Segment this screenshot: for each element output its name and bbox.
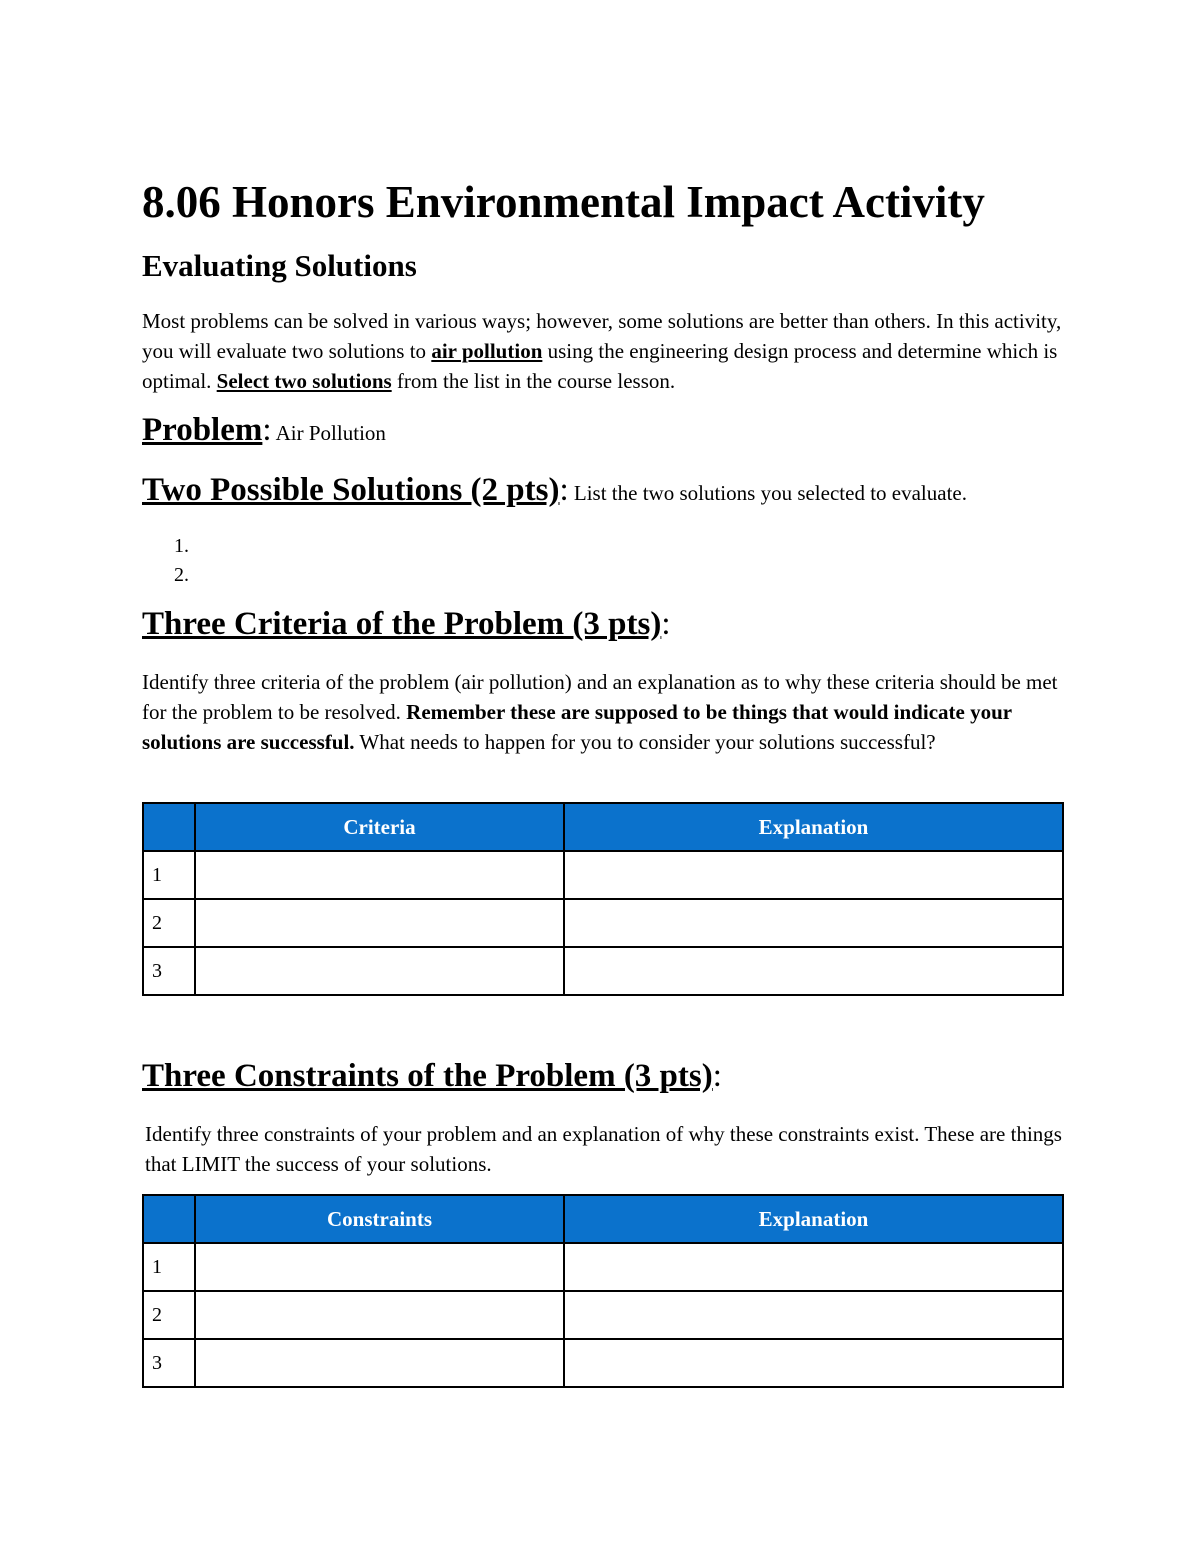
criteria-paragraph [142, 667, 1067, 757]
intro-text-1: Most problems can be solved in various ways; however, some solutions are better than others. In this activity, you will evaluate two solutions to [142, 309, 1062, 363]
table-header-row [143, 1195, 1063, 1243]
explanation-cell[interactable] [564, 899, 1063, 947]
table-row [143, 899, 1063, 947]
solutions-label: Two Possible Solutions (2 pts) [142, 472, 560, 508]
solutions-instruction: List the two solutions you selected to evaluate. [568, 481, 967, 505]
constraint-cell[interactable] [195, 1339, 564, 1387]
problem-colon: : [262, 412, 272, 448]
constraints-header-explanation: Explanation [564, 1195, 1063, 1243]
criteria-heading: Three Criteria of the Problem (3 pts) [142, 606, 662, 642]
criteria-text-2: What needs to happen for you to consider your solutions successful? [354, 730, 936, 754]
problem-value: Air Pollution [271, 421, 386, 445]
criteria-bold-text: Remember these are supposed to be things that would indicate your solutions are successful. [142, 700, 1012, 754]
table-row [143, 1243, 1063, 1291]
constraints-heading: Three Constraints of the Problem (3 pts) [142, 1058, 713, 1094]
solutions-colon: : [559, 472, 569, 508]
criteria-text-1: Identify three criteria of the problem (air pollution) and an explanation as to why these criteria should be met for the problem to be resolved. [142, 670, 1058, 724]
constraints-table [142, 1194, 1064, 1388]
table-row [143, 947, 1063, 995]
constraints-heading-line [142, 1058, 722, 1095]
criteria-table [142, 802, 1064, 996]
constraints-colon: : [712, 1058, 722, 1094]
criteria-header-criteria: Criteria [195, 803, 564, 851]
table-row [143, 1339, 1063, 1387]
row-number: 3 [143, 947, 195, 995]
solution-item-1[interactable]: 1. [174, 535, 189, 557]
explanation-cell[interactable] [564, 947, 1063, 995]
section-subtitle: Evaluating Solutions [142, 248, 417, 283]
row-number: 2 [143, 899, 195, 947]
criteria-header-blank [143, 803, 195, 851]
intro-paragraph [142, 306, 1067, 396]
explanation-cell[interactable] [564, 1243, 1063, 1291]
constraints-header-constraints: Constraints [195, 1195, 564, 1243]
criteria-cell[interactable] [195, 851, 564, 899]
criteria-cell[interactable] [195, 947, 564, 995]
row-number: 2 [143, 1291, 195, 1339]
criteria-colon: : [661, 606, 671, 642]
row-number: 1 [143, 1243, 195, 1291]
explanation-cell[interactable] [564, 851, 1063, 899]
criteria-heading-line [142, 606, 671, 643]
constraint-cell[interactable] [195, 1291, 564, 1339]
intro-highlight-air-pollution: air pollution [431, 339, 543, 363]
constraints-paragraph: Identify three constraints of your problem and an explanation of why these constraints exist. These are things that LIMIT the success of your solutions. [145, 1122, 1062, 1176]
constraint-cell[interactable] [195, 1243, 564, 1291]
row-number: 3 [143, 1339, 195, 1387]
document-title: 8.06 Honors Environmental Impact Activity [142, 177, 985, 227]
intro-text-3: from the list in the course lesson. [391, 369, 676, 393]
solutions-list [174, 532, 189, 590]
problem-label: Problem [142, 412, 263, 448]
intro-highlight-select-two: Select two solutions [216, 369, 392, 393]
explanation-cell[interactable] [564, 1339, 1063, 1387]
table-row [143, 1291, 1063, 1339]
constraints-header-blank [143, 1195, 195, 1243]
intro-text-2: using the engineering design process and determine which is optimal. [142, 339, 1058, 393]
solution-item-2[interactable]: 2. [174, 564, 189, 586]
criteria-header-explanation: Explanation [564, 803, 1063, 851]
criteria-cell[interactable] [195, 899, 564, 947]
row-number: 1 [143, 851, 195, 899]
table-row [143, 851, 1063, 899]
problem-line [142, 412, 386, 449]
solutions-line [142, 472, 967, 509]
table-header-row [143, 803, 1063, 851]
explanation-cell[interactable] [564, 1291, 1063, 1339]
